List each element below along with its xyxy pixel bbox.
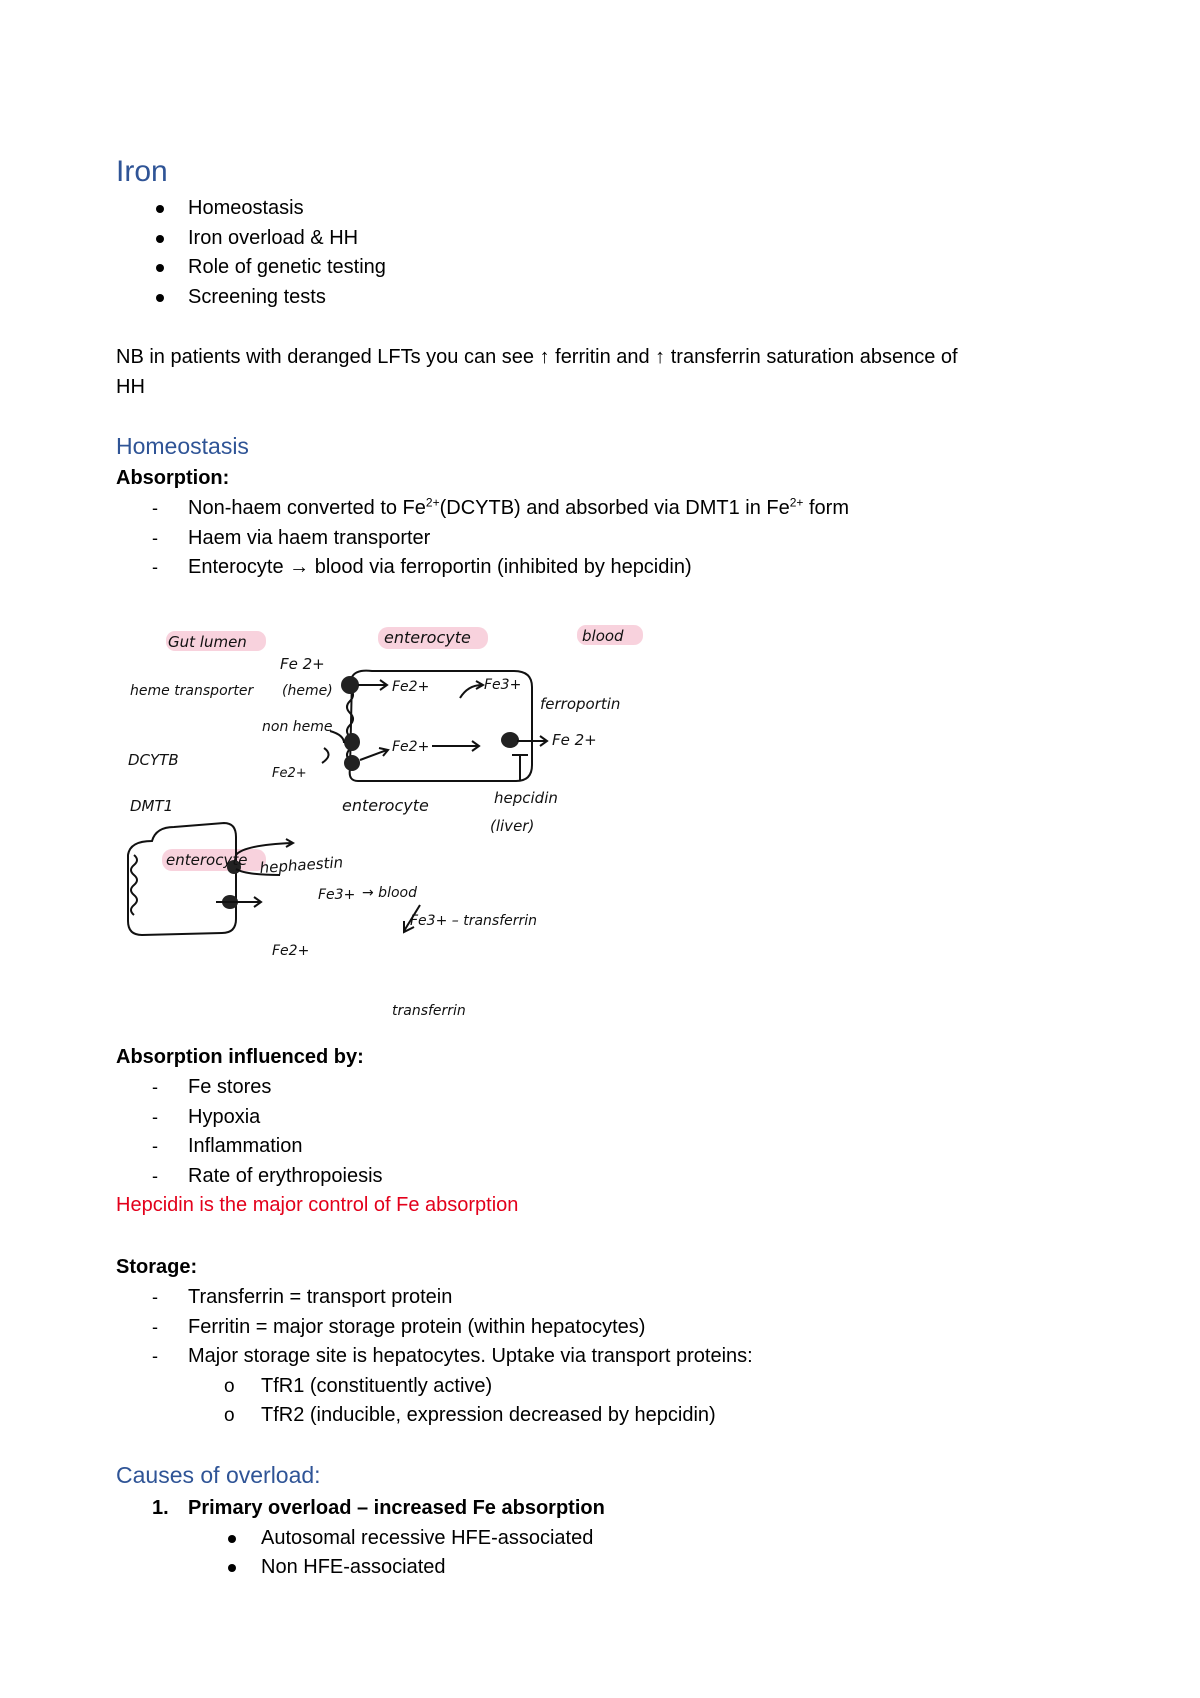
dmt1-dot [344,755,360,771]
circle-bullet-icon: o [224,1405,235,1426]
label-non-heme: non heme [262,719,333,735]
arrow-fe2-mid [432,741,479,751]
label-dmt1: DMT1 [130,797,174,815]
storage-list [116,1283,753,1431]
label-heme-paren: (heme) [282,683,333,699]
list-item: Screening tests [116,283,386,313]
label-heme-transporter: heme transporter [130,683,254,699]
list-item: Role of genetic testing [116,253,386,283]
label-gut-lumen: Gut lumen [168,633,247,651]
label-ferroportin: ferroportin [540,695,621,713]
topic-list [116,194,386,312]
dash-marker: - [152,1136,158,1156]
absorption-list [116,494,849,583]
label-fe2-top: Fe 2+ [280,655,325,673]
bullet-icon [156,205,164,213]
overload-list [116,1494,605,1583]
dash-marker: - [152,1346,158,1366]
label-fe2-c: Fe2+ [392,739,430,755]
label-dcytb: DCYTB [128,751,179,769]
section-heading-overload: Causes of overload: [116,1462,321,1488]
list-item: - Haem via haem transporter [116,524,849,554]
arrow-dmt1-in [360,748,388,760]
list-item: - Enterocyte → blood via ferroportin (inhibited by hepcidin) [116,553,849,583]
label-fe3-transferrin: Fe3+ – transferrin [410,913,538,929]
bullet-icon [156,294,164,302]
brush-border-bottom [131,855,137,915]
number-marker: 1. [152,1497,169,1519]
list-item: - Major storage site is hepatocytes. Uptake via transport proteins: [116,1342,753,1372]
list-item: o TfR1 (constituently active) [116,1372,753,1402]
list-item: - Inflammation [116,1132,383,1162]
label-fe2-e: Fe2+ [272,943,310,959]
label-fe3-a: Fe3+ [484,677,522,693]
arrow-to-fe2 [216,897,261,907]
list-item: o TfR2 (inducible, expression decreased by hepcidin) [116,1401,753,1431]
label-hepcidin: hepcidin [494,789,558,807]
list-item: - Fe stores [116,1073,383,1103]
dash-marker: - [152,498,158,518]
ferroportin-dot [501,732,519,748]
list-item: - Ferritin = major storage protein (within hepatocytes) [116,1313,753,1343]
label-transferrin: transferrin [392,1003,466,1019]
list-item: Homeostasis [116,194,386,224]
bullet-icon [228,1564,236,1572]
label-enterocyte-top: enterocyte [384,628,471,647]
arrow-fe3 [460,681,483,698]
enterocyte-cell-bottom [128,823,236,935]
list-item: Autosomal recessive HFE-associated [116,1524,605,1554]
list-item: 1. Primary overload – increased Fe absorption [116,1494,605,1524]
bullet-icon [228,1535,236,1543]
label-liver: (liver) [490,817,535,835]
arrow-nonheme-reduce [322,731,344,763]
hepcidin-note: Hepcidin is the major control of Fe absorption [116,1194,519,1216]
list-item: Iron overload & HH [116,224,386,254]
label-fe2-d: Fe2+ [272,766,307,781]
label-to-blood: → blood [362,885,417,901]
bullet-icon [156,235,164,243]
influence-label: Absorption influenced by: [116,1046,364,1068]
influence-list [116,1073,383,1191]
section-heading-homeostasis: Homeostasis [116,433,249,459]
label-hephaestin: hephaestin [259,853,344,877]
storage-label: Storage: [116,1256,198,1278]
dash-marker: - [152,1316,158,1337]
label-enterocyte-bottom: enterocyte [342,796,429,815]
list-item: - Hypoxia [116,1103,383,1133]
page-title: Iron [116,155,168,188]
circle-bullet-icon: o [224,1375,235,1397]
hepcidin-inhibit [512,755,528,781]
dash-marker: - [152,527,158,548]
label-fe3-b: Fe3+ [318,887,356,903]
list-item: - Non-haem converted to $Fe^{2+}(DCYTB)$ and absorbed via DMT1 in $Fe^{2+}$ form [116,494,849,524]
label-enterocyte-2: enterocyte [166,851,248,869]
arrow-heme-in [358,680,387,690]
list-item: Non HFE-associated [116,1553,605,1583]
label-blood: blood [582,627,624,645]
label-fe2-b: Fe 2+ [552,731,597,749]
bullet-icon [156,264,164,272]
absorption-label: Absorption: [116,467,230,489]
dcytb-dot [344,733,360,751]
dash-marker: - [152,1106,158,1127]
dash-marker: - [152,557,158,577]
dash-marker: - [152,1165,158,1186]
label-fe2-a: Fe2+ [392,679,430,695]
list-item: - Rate of erythropoiesis [116,1162,383,1192]
nb-note: NB in patients with deranged LFTs you can see ↑ ferritin and ↑ transferrin saturation absence of HH [116,346,958,398]
list-item: - Transferrin = transport protein [116,1283,753,1313]
iron-absorption-diagram [112,605,672,1033]
heme-transporter-dot [341,676,359,694]
dash-marker: - [152,1287,158,1307]
dash-marker: - [152,1077,158,1097]
